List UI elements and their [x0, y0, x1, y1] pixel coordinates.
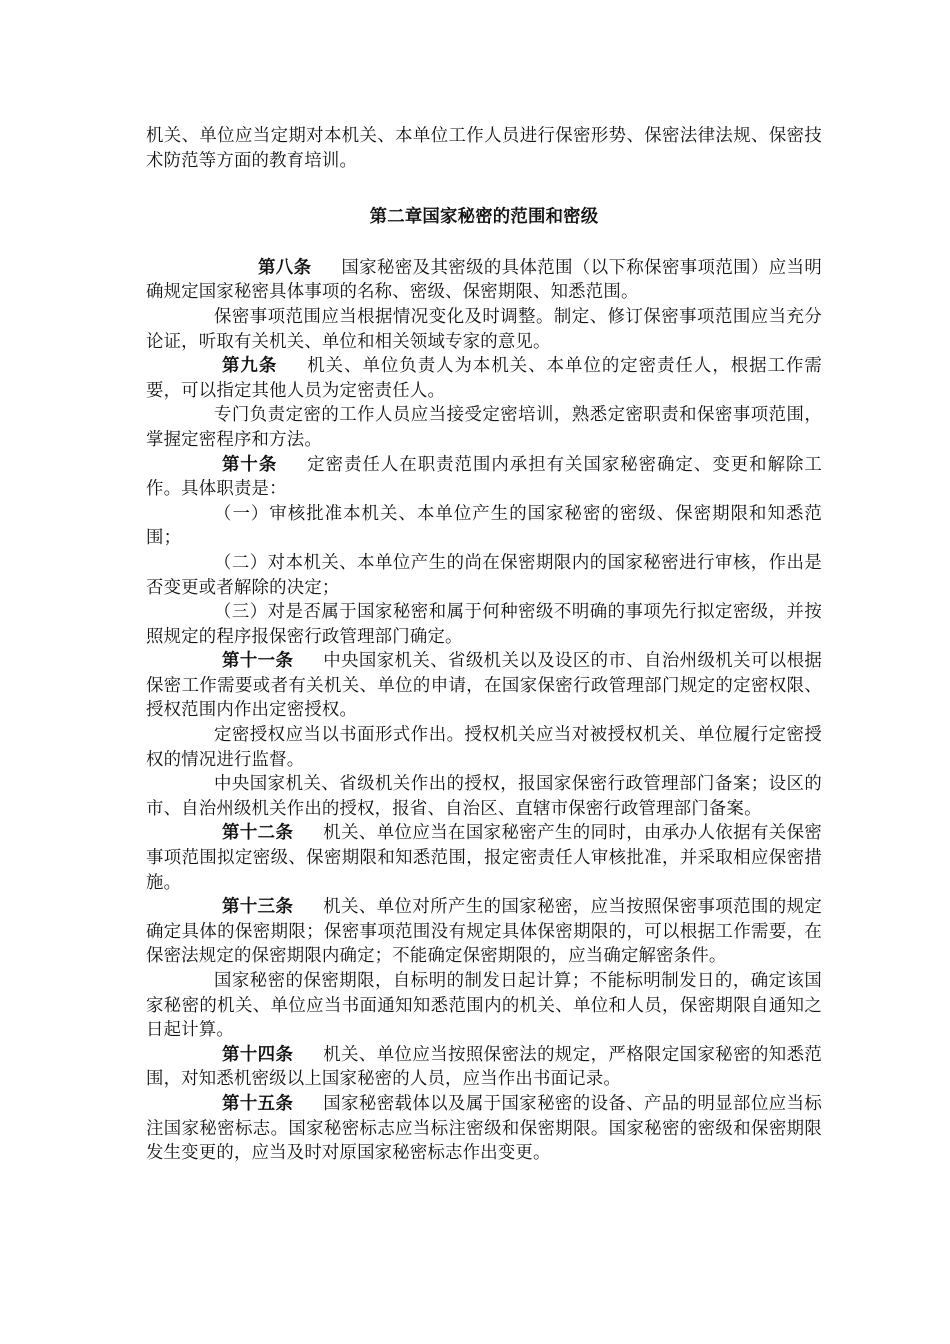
- article-paragraph: [146, 256, 822, 305]
- body-paragraph: [146, 551, 822, 600]
- body-paragraph: [146, 772, 822, 821]
- article-number: 第十条: [222, 454, 278, 475]
- article-paragraph: [146, 821, 822, 895]
- body-paragraph: [146, 600, 822, 649]
- article-number: 第八条: [258, 257, 312, 278]
- article-paragraph: [146, 453, 822, 502]
- paragraph-text: （二）对本机关、本单位产生的尚在保密期限内的国家秘密进行审核，作出是否变更或者解除的决定；: [146, 552, 822, 598]
- article-number: 第十一条: [222, 651, 294, 672]
- body-paragraph: [146, 124, 822, 173]
- article-number: 第十五条: [222, 1093, 294, 1114]
- paragraph-text: （三）对是否属于国家秘密和属于何种密级不明确的事项先行拟定密级，并按照规定的程序报保密行政管理部门确定。: [146, 602, 822, 647]
- body-paragraph: [146, 403, 822, 452]
- article-paragraph: [146, 1043, 822, 1092]
- paragraph-text: 机关、单位负责人为本机关、本单位的定密责任人，根据工作需要，可以指定其他人员为定密责任人。: [146, 356, 822, 401]
- paragraph-text: 国家秘密载体以及属于国家秘密的设备、产品的明显部位应当标注国家秘密标志。国家秘密标志应当标注密级和保密期限。国家秘密的密级和保密期限发生变更的，应当及时对原国家秘密标志作出变更。: [146, 1093, 822, 1164]
- paragraph-text: 专门负责定密的工作人员应当接受定密培训，熟悉定密职责和保密事项范围，掌握定密程序和方法。: [146, 405, 822, 450]
- article-paragraph: [146, 895, 822, 969]
- article-paragraph: [146, 354, 822, 403]
- body-paragraph: [146, 305, 822, 354]
- paragraph-text: 机关、单位对所产生的国家秘密，应当按照保密事项范围的规定确定具体的保密期限；保密事项范围没有规定具体保密期限的，可以根据工作需要，在保密法规定的保密期限内确定；不能确定保密期限的，应当确定解密条件。: [146, 897, 822, 967]
- body-paragraph: [146, 723, 822, 772]
- article-number: 第十四条: [222, 1044, 294, 1065]
- document-body: [146, 124, 822, 1166]
- article-number: 第九条: [222, 356, 278, 377]
- paragraph-text: 国家秘密的保密期限，自标明的制发日起计算；不能标明制发日的，确定该国家秘密的机关、单位应当书面通知知悉范围内的机关、单位和人员，保密期限自通知之日起计算。: [146, 971, 822, 1041]
- paragraph-text: 中央国家机关、省级机关以及设区的市、自治州级机关可以根据保密工作需要或者有关机关、单位的申请，在国家保密行政管理部门规定的定密权限、授权范围内作出定密授权。: [146, 651, 822, 721]
- chapter-heading: 第二章国家秘密的范围和密级: [369, 207, 599, 228]
- paragraph-text: 保密事项范围应当根据情况变化及时调整。制定、修订保密事项范围应当充分论证，听取有关机关、单位和相关领域专家的意见。: [146, 306, 822, 352]
- paragraph-text: 定密授权应当以书面形式作出。授权机关应当对被授权机关、单位履行定密授权的情况进行监督。: [146, 725, 822, 770]
- article-number: 第十三条: [222, 897, 294, 918]
- paragraph-text: 机关、单位应当定期对本机关、本单位工作人员进行保密形势、保密法律法规、保密技术防范等方面的教育培训。: [146, 126, 822, 171]
- paragraph-text: 机关、单位应当按照保密法的规定，严格限定国家秘密的知悉范围，对知悉机密级以上国家秘密的人员，应当作出书面记录。: [146, 1044, 822, 1090]
- body-paragraph: [146, 969, 822, 1043]
- paragraph-text: 定密责任人在职责范围内承担有关国家秘密确定、变更和解除工作。具体职责是：: [146, 454, 822, 500]
- paragraph-text: 机关、单位应当在国家秘密产生的同时，由承办人依据有关保密事项范围拟定密级、保密期限和知悉范围，报定密责任人审核批准，并采取相应保密措施。: [146, 823, 822, 893]
- body-paragraph: [146, 502, 822, 551]
- article-paragraph: [146, 1092, 822, 1166]
- article-paragraph: [146, 649, 822, 723]
- paragraph-text: 中央国家机关、省级机关作出的授权，报国家保密行政管理部门备案；设区的市、自治州级机关作出的授权，报省、自治区、直辖市保密行政管理部门备案。: [146, 774, 822, 819]
- paragraph-text: （一）审核批准本机关、本单位产生的国家秘密的密级、保密期限和知悉范围；: [146, 503, 822, 549]
- paragraph-text: 国家秘密及其密级的具体范围（以下称保密事项范围）应当明确规定国家秘密具体事项的名称、密级、保密期限、知悉范围。: [146, 257, 822, 303]
- article-number: 第十二条: [222, 823, 294, 844]
